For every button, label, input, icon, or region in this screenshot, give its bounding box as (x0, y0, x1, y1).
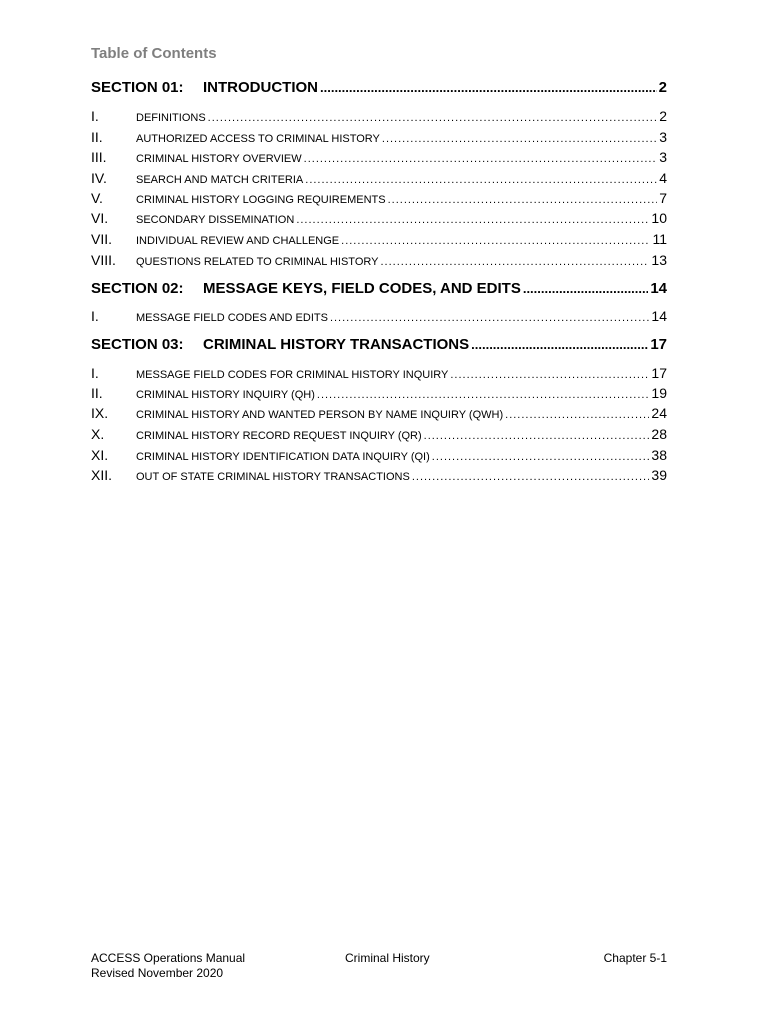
footer-chapter-title: Criminal History (345, 951, 430, 965)
item-number: III. (91, 149, 107, 165)
dot-leader (382, 133, 657, 145)
item-number: XII. (91, 467, 113, 483)
item-number: II. (91, 129, 103, 145)
item-title: CRIMINAL HISTORY OVERVIEW (136, 153, 302, 165)
item-page: 4 (659, 170, 667, 186)
dot-leader (380, 256, 649, 268)
footer-manual-name: ACCESS Operations Manual (91, 951, 246, 965)
toc-section-02[interactable] (91, 280, 667, 297)
item-number: X. (91, 426, 105, 442)
item-title: CRIMINAL HISTORY IDENTIFICATION DATA INQUIRY (QI) (136, 451, 430, 463)
item-page: 14 (651, 308, 667, 324)
dot-leader (330, 312, 649, 324)
dot-leader (208, 112, 658, 124)
section-title: INTRODUCTION (203, 79, 318, 96)
dot-leader (317, 389, 650, 401)
dot-leader (424, 430, 650, 442)
dot-leader (450, 369, 649, 381)
toc-item[interactable] (91, 308, 667, 324)
item-number: I. (91, 365, 99, 381)
item-number: IV. (91, 170, 107, 186)
item-page: 38 (651, 447, 667, 463)
toc-item[interactable] (91, 170, 667, 186)
item-title: INDIVIDUAL REVIEW AND CHALLENGE (136, 235, 340, 247)
footer-revision-date: Revised November 2020 (91, 966, 224, 980)
dot-leader (432, 451, 650, 463)
item-page: 7 (659, 190, 667, 206)
toc-item[interactable] (91, 426, 667, 442)
toc-item[interactable] (91, 447, 667, 463)
toc-item[interactable] (91, 108, 667, 124)
item-page: 28 (651, 426, 667, 442)
item-page: 3 (659, 129, 667, 145)
toc-item[interactable] (91, 149, 667, 165)
item-page: 39 (651, 467, 667, 483)
item-number: VIII. (91, 252, 116, 268)
toc-item[interactable] (91, 252, 667, 268)
toc-item[interactable] (91, 231, 667, 247)
section-page: 2 (658, 79, 667, 96)
item-title: CRIMINAL HISTORY RECORD REQUEST INQUIRY (QR) (136, 430, 422, 442)
toc-section-01[interactable] (91, 79, 667, 96)
item-title: CRIMINAL HISTORY AND WANTED PERSON BY NAME INQUIRY (QWH) (136, 409, 504, 421)
item-title: MESSAGE FIELD CODES AND EDITS (136, 312, 328, 324)
section-label: SECTION 01: (91, 79, 184, 96)
section-label: SECTION 02: (91, 280, 184, 297)
item-number: VII. (91, 231, 113, 247)
item-title: SEARCH AND MATCH CRITERIA (136, 174, 304, 186)
item-number: IX. (91, 405, 109, 421)
item-number: V. (91, 190, 103, 206)
item-number: I. (91, 108, 99, 124)
toc-item[interactable] (91, 190, 667, 206)
dot-leader (412, 471, 650, 483)
item-number: I. (91, 308, 99, 324)
item-title: OUT OF STATE CRIMINAL HISTORY TRANSACTIONS (136, 471, 410, 483)
toc-section-03[interactable] (91, 336, 667, 353)
dot-leader (320, 80, 657, 95)
section-title: CRIMINAL HISTORY TRANSACTIONS (203, 336, 470, 353)
toc-item[interactable] (91, 210, 667, 226)
item-page: 24 (651, 405, 667, 421)
item-page: 19 (651, 385, 667, 401)
toc-item[interactable] (91, 129, 667, 145)
item-title: CRIMINAL HISTORY LOGGING REQUIREMENTS (136, 194, 386, 206)
item-number: II. (91, 385, 103, 401)
item-title: QUESTIONS RELATED TO CRIMINAL HISTORY (136, 256, 379, 268)
item-page: 11 (652, 231, 667, 247)
section-page: 17 (650, 336, 667, 353)
dot-leader (505, 409, 649, 421)
item-title: MESSAGE FIELD CODES FOR CRIMINAL HISTORY INQUIRY (136, 369, 449, 381)
dot-leader (304, 153, 658, 165)
item-title: CRIMINAL HISTORY INQUIRY (QH) (136, 389, 315, 401)
item-page: 3 (659, 149, 667, 165)
dot-leader (523, 281, 648, 296)
item-number: XI. (91, 447, 109, 463)
section-page: 14 (650, 280, 667, 297)
toc-item[interactable] (91, 385, 667, 401)
dot-leader (341, 235, 650, 247)
section-title: MESSAGE KEYS, FIELD CODES, AND EDITS (203, 280, 521, 297)
item-title: AUTHORIZED ACCESS TO CRIMINAL HISTORY (136, 133, 380, 145)
item-page: 17 (651, 365, 667, 381)
toc-item[interactable] (91, 467, 667, 483)
dot-leader (388, 194, 658, 206)
section-label: SECTION 03: (91, 336, 184, 353)
toc-item[interactable] (91, 405, 667, 421)
item-title: SECONDARY DISSEMINATION (136, 214, 295, 226)
toc-item[interactable] (91, 365, 667, 381)
footer-left (91, 951, 245, 981)
item-page: 10 (651, 210, 667, 226)
dot-leader (296, 214, 649, 226)
dot-leader (305, 174, 657, 186)
dot-leader (471, 337, 648, 352)
item-number: VI. (91, 210, 109, 226)
item-page: 2 (659, 108, 667, 124)
item-page: 13 (651, 252, 667, 268)
item-title: DEFINITIONS (136, 112, 206, 124)
footer-chapter-number: Chapter 5-1 (603, 951, 667, 965)
toc-title: Table of Contents (91, 45, 217, 62)
